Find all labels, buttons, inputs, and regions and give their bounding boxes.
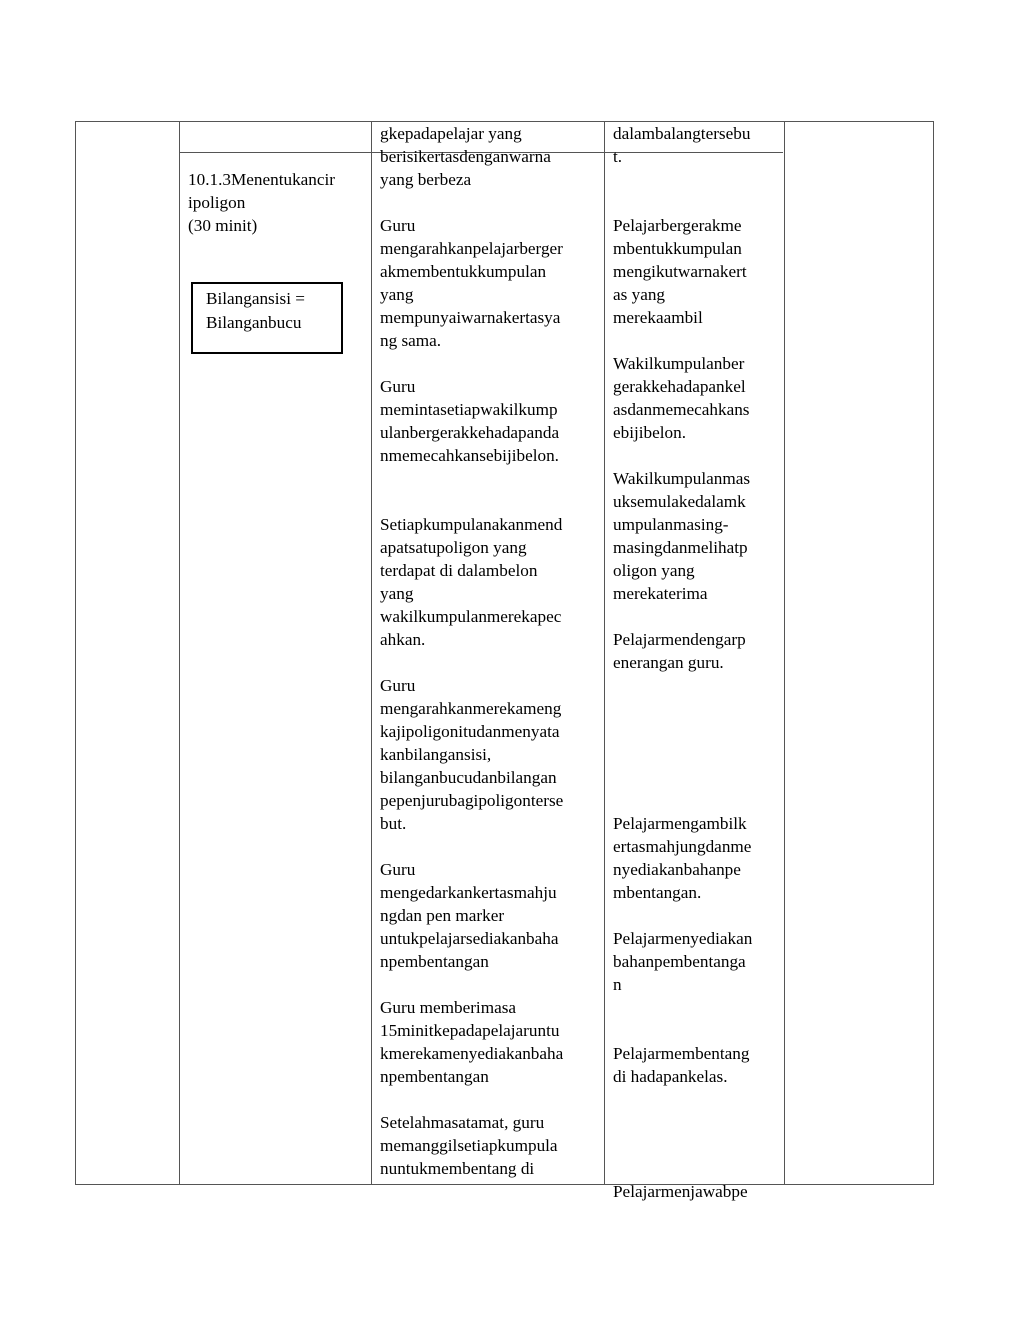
- column-divider-2: [371, 121, 372, 1185]
- table-right-border: [933, 121, 934, 1185]
- column-divider-1: [179, 121, 180, 1185]
- learning-objective: 10.1.3Menentukancir ipoligon (30 minit): [188, 170, 336, 235]
- table-bottom-border: [75, 1184, 934, 1185]
- table-left-border: [75, 121, 76, 1185]
- formula-box: [191, 282, 343, 354]
- column-divider-4: [784, 121, 785, 1185]
- student-activities: dalambalangtersebu t. Pelajarbergerakme mbentukkumpulan mengikutwarnakert as yang merekaambil Wakilkumpulanber gerakkehadapankel asdanmemecahkans ebijibelon. Wakilkumpulanmas uksemulakedalamk umpulanmasing- masingdanmelihatp oligon yang merekaterima Pelajarmendengarp enerangan guru. Pelajarmengambilk ertasmahjungdanme nyediakanbahanpe mbentangan. Pelajarmenyediakan bahanpembentanga n Pelajarmembentang di hadapankelas. Pelajarmenjawabpe: [613, 124, 753, 1201]
- teacher-activities: gkepadapelajar yang berisikertasdenganwarna yang berbeza Guru mengarahkanpelajarberger akmembentukkumpulan yang mempunyaiwarnakertasya ng sama. Guru memintasetiapwakilkump ulanbergerakkehadapanda nmemecahkansebijibelon. Setiapkumpulanakanmend apatsatupoligon yang terdapat di dalambelon yang wakilkumpulanmerekapec ahkan. Guru mengarahkanmerekameng kajipoligonitudanmenyata kanbilangansisi, bilanganbucudanbilangan pepenjurubagipoligonterse but. Guru mengedarkankertasmahju ngdan pen marker untukpelajarsediakanbaha npembentangan Guru memberimasa 15minitkepadapelajaruntu kmerekamenyediakanbaha npembentangan Setelahmasatamat, guru memanggilsetiapkumpula nuntukmembentang di: [380, 124, 564, 1178]
- column-divider-3: [604, 121, 605, 1185]
- formula-text: Bilangansisi = Bilanganbucu: [206, 289, 305, 332]
